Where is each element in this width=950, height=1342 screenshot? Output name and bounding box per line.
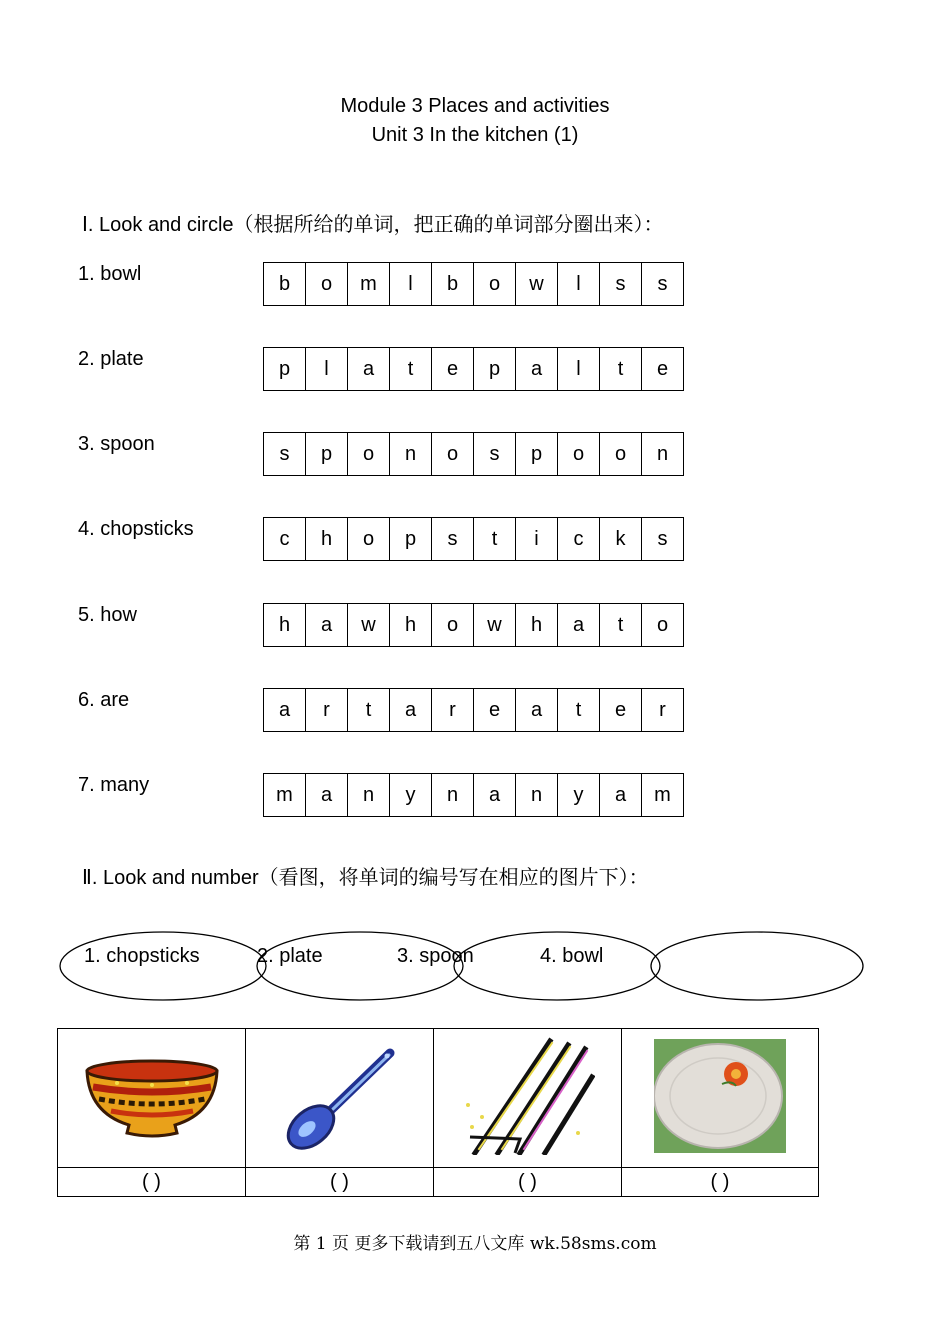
letter-cell[interactable]: a (474, 774, 516, 816)
letter-cell[interactable]: r (432, 689, 474, 731)
letter-cell[interactable]: o (642, 604, 684, 646)
letter-cell[interactable]: a (264, 689, 306, 731)
letter-cell[interactable]: c (264, 518, 306, 560)
letter-cell[interactable]: r (306, 689, 348, 731)
letter-cell[interactable]: o (432, 604, 474, 646)
letter-cell[interactable]: m (348, 263, 390, 305)
letter-cell[interactable]: b (264, 263, 306, 305)
letter-cell[interactable]: n (642, 433, 684, 475)
letter-cell[interactable]: h (306, 518, 348, 560)
answer-blank[interactable]: ( ) (58, 1168, 246, 1197)
letter-cell[interactable]: s (600, 263, 642, 305)
answer-blank[interactable]: ( ) (434, 1168, 622, 1197)
option-spoon: 3. spoon (397, 945, 474, 967)
letter-cell[interactable]: l (306, 348, 348, 390)
option-plate: 2. plate (257, 945, 323, 967)
letter-cell[interactable]: a (516, 348, 558, 390)
letter-cell[interactable]: a (516, 689, 558, 731)
letter-cell[interactable]: l (558, 348, 600, 390)
word-label: 5. how (78, 604, 137, 626)
letter-cell[interactable]: y (558, 774, 600, 816)
letter-cell[interactable]: o (558, 433, 600, 475)
letter-cell[interactable]: l (390, 263, 432, 305)
letter-cell[interactable]: t (348, 689, 390, 731)
letter-cell[interactable]: a (600, 774, 642, 816)
letter-cell[interactable]: k (600, 518, 642, 560)
section-2-heading: Ⅱ. Look and number（看图，将单词的编号写在相应的图片下）： (82, 867, 649, 889)
letter-cell[interactable]: n (348, 774, 390, 816)
letter-cell[interactable]: p (474, 348, 516, 390)
letter-cell[interactable]: h (516, 604, 558, 646)
word-label: 6. are (78, 689, 130, 711)
letter-cell[interactable]: p (390, 518, 432, 560)
chopsticks-icon (460, 1037, 595, 1155)
word-label: 1. bowl (78, 263, 142, 285)
letter-cell[interactable]: t (390, 348, 432, 390)
letter-cell[interactable]: w (516, 263, 558, 305)
section-1-heading: Ⅰ. Look and circle（根据所给的单词，把正确的单词部分圈出来）： (82, 214, 664, 236)
picture-cell (58, 1029, 246, 1168)
letter-grid (263, 347, 684, 391)
letter-cell[interactable]: t (474, 518, 516, 560)
picture-cell (622, 1029, 819, 1168)
letter-cell[interactable]: e (432, 348, 474, 390)
picture-table (57, 1028, 819, 1197)
letter-cell[interactable]: e (642, 348, 684, 390)
word-label: 3. spoon (78, 433, 155, 455)
letter-cell[interactable]: c (558, 518, 600, 560)
letter-cell[interactable]: a (558, 604, 600, 646)
letter-grid (263, 603, 684, 647)
answer-blank[interactable]: ( ) (622, 1168, 819, 1197)
letter-cell[interactable]: l (558, 263, 600, 305)
letter-cell[interactable]: m (264, 774, 306, 816)
word-label: 4. chopsticks (78, 518, 194, 540)
letter-grid (263, 773, 684, 817)
oval (651, 932, 863, 1000)
letter-cell[interactable]: t (600, 348, 642, 390)
letter-grid (263, 262, 684, 306)
letter-cell[interactable]: o (348, 433, 390, 475)
letter-cell[interactable]: m (642, 774, 684, 816)
letter-cell[interactable]: r (642, 689, 684, 731)
plate-icon (654, 1039, 786, 1153)
page-footer: 第 1 页 更多下载请到五八文库 wk.58sms.com (293, 1234, 657, 1254)
module-title: Module 3 Places and activities (340, 95, 610, 117)
letter-cell[interactable]: p (264, 348, 306, 390)
letter-cell[interactable]: w (474, 604, 516, 646)
letter-cell[interactable]: p (516, 433, 558, 475)
letter-cell[interactable]: o (432, 433, 474, 475)
letter-cell[interactable]: b (432, 263, 474, 305)
letter-cell[interactable]: n (432, 774, 474, 816)
letter-cell[interactable]: t (600, 604, 642, 646)
letter-cell[interactable]: p (306, 433, 348, 475)
letter-cell[interactable]: a (306, 604, 348, 646)
letter-cell[interactable]: a (390, 689, 432, 731)
unit-title: Unit 3 In the kitchen (1) (371, 124, 579, 146)
picture-cell (246, 1029, 434, 1168)
word-label: 7. many (78, 774, 150, 796)
letter-cell[interactable]: e (474, 689, 516, 731)
letter-cell[interactable]: t (558, 689, 600, 731)
spoon-icon (275, 1041, 405, 1151)
letter-cell[interactable]: s (432, 518, 474, 560)
letter-cell[interactable]: y (390, 774, 432, 816)
letter-cell[interactable]: n (390, 433, 432, 475)
answer-blank[interactable]: ( ) (246, 1168, 434, 1197)
letter-cell[interactable]: e (600, 689, 642, 731)
letter-cell[interactable]: w (348, 604, 390, 646)
option-chopsticks: 1. chopsticks (84, 945, 200, 967)
letter-cell[interactable]: o (474, 263, 516, 305)
letter-cell[interactable]: s (642, 518, 684, 560)
letter-cell[interactable]: i (516, 518, 558, 560)
letter-grid (263, 517, 684, 561)
letter-cell[interactable]: h (390, 604, 432, 646)
letter-cell[interactable]: a (306, 774, 348, 816)
letter-grid (263, 432, 684, 476)
letter-cell[interactable]: o (348, 518, 390, 560)
option-bowl: 4. bowl (540, 945, 604, 967)
letter-cell[interactable]: s (642, 263, 684, 305)
bowl-icon (77, 1051, 227, 1141)
letter-cell[interactable]: n (516, 774, 558, 816)
letter-cell[interactable]: o (600, 433, 642, 475)
letter-cell[interactable]: h (264, 604, 306, 646)
word-label: 2. plate (78, 348, 144, 370)
letter-grid (263, 688, 684, 732)
picture-cell (434, 1029, 622, 1168)
letter-cell[interactable]: a (348, 348, 390, 390)
letter-cell[interactable]: s (264, 433, 306, 475)
letter-cell[interactable]: o (306, 263, 348, 305)
letter-cell[interactable]: s (474, 433, 516, 475)
